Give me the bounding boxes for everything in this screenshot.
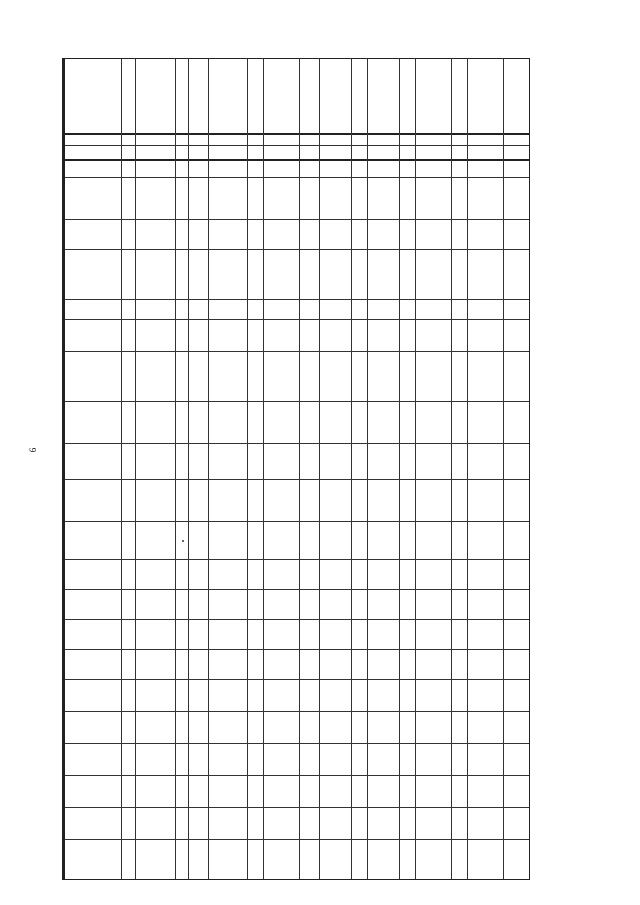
budget-table	[62, 58, 530, 880]
page-number: 9	[27, 447, 38, 453]
